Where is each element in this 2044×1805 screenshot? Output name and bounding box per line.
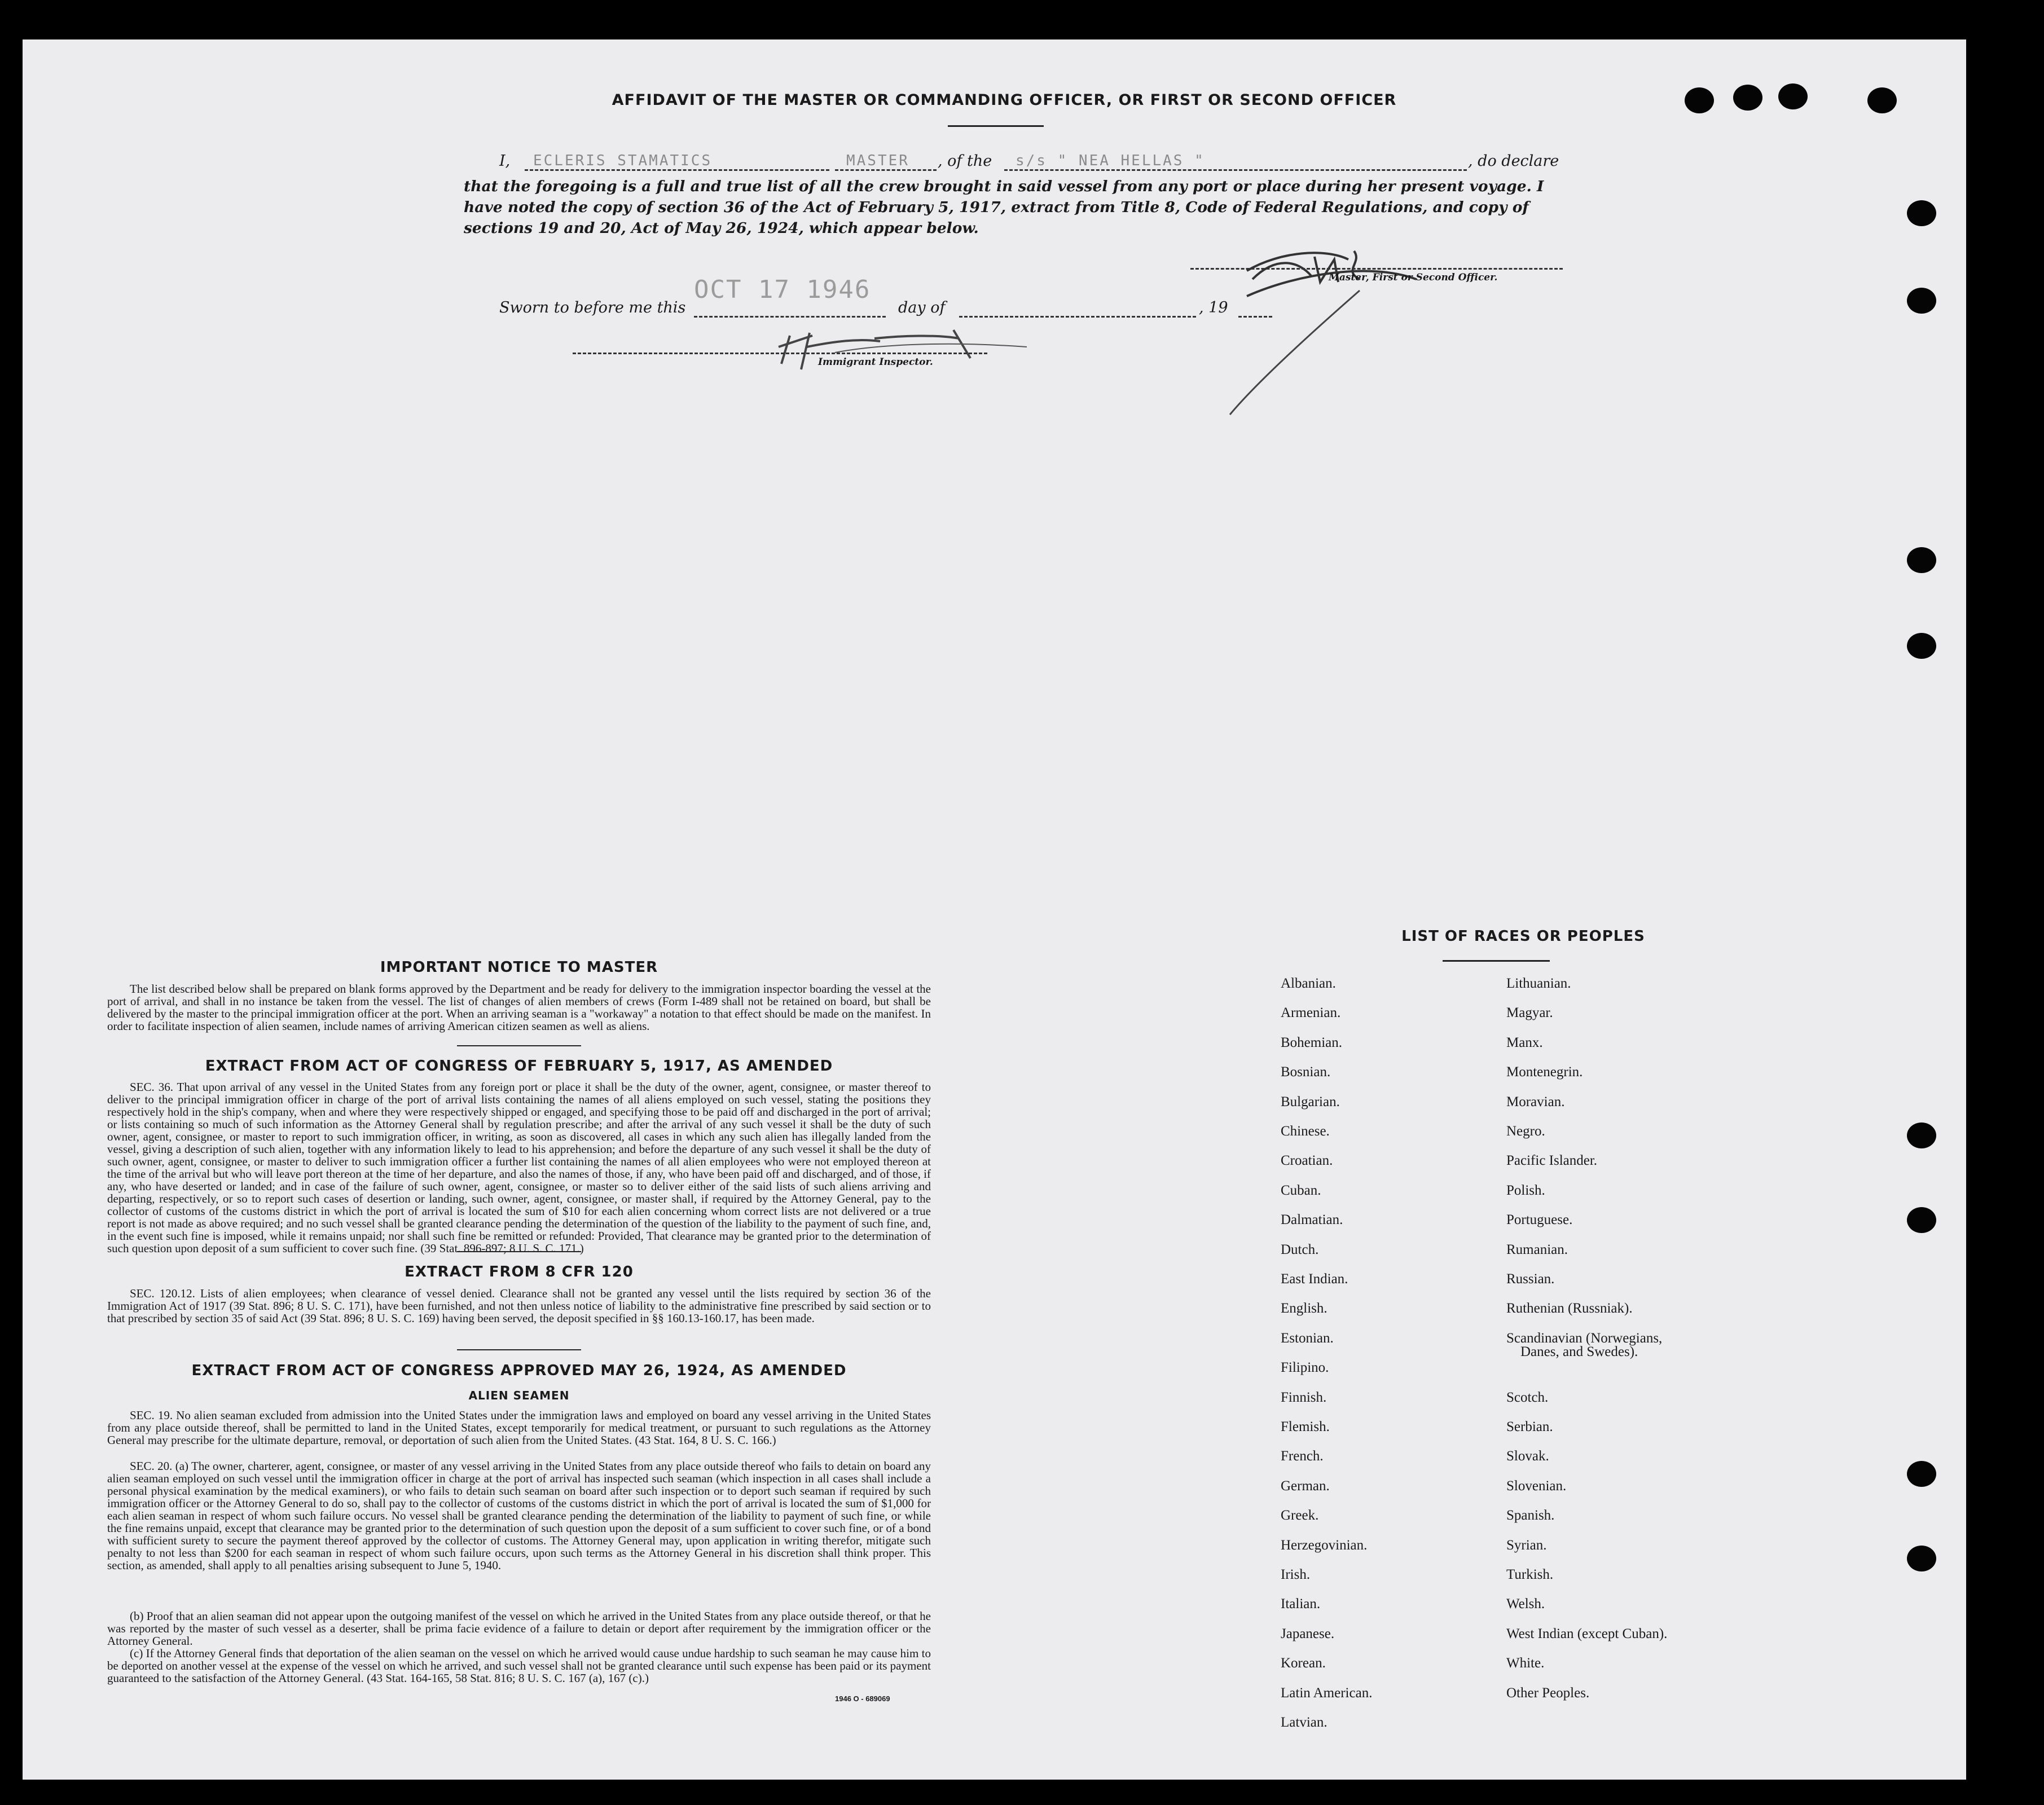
extract-1924-title: EXTRACT FROM ACT OF CONGRESS APPROVED MAY 26, 1924, AS AMENDED [191, 1362, 847, 1379]
divider [457, 1349, 581, 1350]
race-item: Syrian. [1506, 1537, 1547, 1553]
race-item: Croatian. [1281, 1153, 1333, 1169]
punch-hole-icon [1907, 200, 1936, 226]
divider [457, 1045, 581, 1046]
race-item: Montenegrin. [1506, 1064, 1583, 1080]
divider [948, 125, 1044, 127]
vessel-field: s/s " NEA HELLAS " [1016, 152, 1205, 169]
race-item: Portuguese. [1506, 1212, 1573, 1228]
race-item: Albanian. [1281, 976, 1336, 991]
punch-hole-icon [1778, 83, 1808, 109]
race-item: Dutch. [1281, 1242, 1319, 1257]
race-item: Finnish. [1281, 1389, 1327, 1405]
punch-hole-icon [1907, 633, 1936, 659]
race-item: White. [1506, 1656, 1545, 1671]
race-item: Ruthenian (Russniak). [1506, 1301, 1633, 1317]
race-item: Japanese. [1281, 1626, 1335, 1641]
race-item: West Indian (except Cuban). [1506, 1626, 1668, 1641]
race-item: German. [1281, 1478, 1330, 1494]
race-item: East Indian. [1281, 1271, 1348, 1287]
sworn-date-stamp: OCT 17 1946 [694, 275, 871, 304]
master-signature [1213, 217, 1456, 432]
extract-cfr-title: EXTRACT FROM 8 CFR 120 [405, 1264, 634, 1280]
punch-hole-icon [1907, 1122, 1936, 1148]
race-item: Polish. [1506, 1182, 1545, 1198]
divider [1443, 960, 1550, 962]
punch-hole-icon [1867, 87, 1897, 113]
punch-hole-icon [1907, 547, 1936, 573]
rank-field-line [835, 169, 937, 171]
race-item: Negro. [1506, 1124, 1545, 1139]
race-item: Greek. [1281, 1508, 1319, 1524]
race-item: Other Peoples. [1506, 1685, 1590, 1701]
affidavit-title: AFFIDAVIT OF THE MASTER OR COMMANDING OFFICER, OR FIRST OR SECOND OFFICER [612, 91, 1397, 109]
race-item: Welsh. [1506, 1596, 1545, 1612]
race-item: Italian. [1281, 1596, 1321, 1612]
race-item: Bosnian. [1281, 1064, 1331, 1080]
of-the-label: , of the [938, 152, 992, 170]
sec-19-text: SEC. 19. No alien seaman excluded from admission into the United States under the immigration laws and employed on board any vessel arriving in the United States from any place outside thereof, shall be permitted to land in the United States, except temporarily for medical treatment, or pursuant to such regulations as the Attorney General may prescribe for the ultimate departure, removal, or deportation of such alien from the United States. (43 Stat. 164, 8 U. S. C. 166.) [107, 1408, 931, 1447]
day-of-label: day of [898, 299, 946, 316]
extract-1917-title: EXTRACT FROM ACT OF CONGRESS OF FEBRUARY 5, 1917, AS AMENDED [205, 1058, 833, 1075]
race-item: Rumanian. [1506, 1242, 1568, 1257]
race-item: Latvian. [1281, 1715, 1327, 1730]
race-item: French. [1281, 1449, 1324, 1464]
punch-hole-icon [1907, 288, 1936, 314]
race-item: Korean. [1281, 1656, 1326, 1671]
race-item: Armenian. [1281, 1005, 1341, 1021]
vessel-field-line [1004, 169, 1467, 171]
extract-1924-subtitle: ALIEN SEAMEN [468, 1389, 570, 1402]
race-item: Flemish. [1281, 1419, 1330, 1434]
inspector-signature-line [573, 353, 987, 354]
rank-field: MASTER [846, 152, 909, 169]
race-item: Scandinavian (Norwegians, [1506, 1330, 1663, 1346]
sec-20c-text: (c) If the Attorney General finds that deportation of the alien seaman on the vessel on which he arrived would cause undue hardship to such seaman he may cause him to be deported on another vessel at the expense of the vessel on which he arrived, and such vessel shall not be granted clearance until such expense has been paid or its payment guaranteed to the satisfaction of the Attorney General. (43 Stat. 164-165, 58 Stat. 816; 8 U. S. C. 167 (a), 167 (c).) [107, 1646, 931, 1685]
race-item: English. [1281, 1301, 1327, 1317]
race-item: Dalmatian. [1281, 1212, 1343, 1228]
race-item: Herzegovinian. [1281, 1537, 1368, 1553]
race-item: Irish. [1281, 1567, 1311, 1582]
punch-hole-icon [1907, 1546, 1936, 1571]
race-item: Scotch. [1506, 1389, 1549, 1405]
races-title: LIST OF RACES OR PEOPLES [1401, 928, 1645, 945]
year-label: , 19 [1199, 299, 1228, 316]
race-item: Pacific Islander. [1506, 1153, 1598, 1169]
extract-1917-text: SEC. 36. That upon arrival of any vessel in the United States from any foreign port or place it shall be the duty of the owner, agent, consignee, or master thereof to deliver to the principal immigration officer in charge of the port of arrival lists containing the names of all aliens employed on such vessel, stating the positions they respectively hold in the ship's company, when and where they were respectively shipped or engaged, and specifying those to be paid off and discharged in the port of arrival; or lists containing so much of such information as the Attorney General shall by regulation prescribe; and after the arrival of any such vessel it shall be the duty of such owner, agent, consignee, or master to report to such immigration officer, in writing, as soon as discovered, all cases in which any such alien has illegally landed from the vessel, giving a description of such alien, together with any information likely to lead to his apprehension; and before the departure of any such vessel it shall be the duty of such owner, agent, consignee, or master to deliver to such immigration officer a further list containing the names of all alien employees who were not employed thereon at the time of the arrival but who will leave port thereon at the time of her departure, and also the names of those, if any, who have been paid off and discharged, and of those, if any, who have deserted or landed; and in case of the failure of such owner, agent, consignee, or master so to deliver either of the said lists of such aliens arriving and departing, respectively, or so to report such cases of desertion or landing, such owner, agent, consignee, or master shall, if required by the Attorney General, pay to the collector of customs of the customs district in which the port of arrival is located the sum of $10 for each alien concerning whom correct lists are not delivered or a true report is not made as above required; and no such vessel shall be granted clearance pending the determination of the question of the liability to the payment of such fine, and, in the event such fine is imposed, while it remains unpaid; nor shall such fine be remitted or refunded: Provided, That clearance may be granted prior to the determination of such question upon deposit of a sum sufficient to cover such fine. (39 Stat. 896-897; 8 U. S. C. 171.) [107, 1080, 931, 1255]
race-item: Spanish. [1506, 1508, 1555, 1524]
year-line [1238, 316, 1272, 318]
race-item: Cuban. [1281, 1182, 1321, 1198]
race-item: Slovenian. [1506, 1478, 1567, 1494]
punch-hole-icon [1733, 85, 1762, 111]
master-name-field: ECLERIS STAMATICS [533, 152, 713, 169]
race-item: Russian. [1506, 1271, 1555, 1287]
sworn-label: Sworn to before me this [499, 299, 686, 316]
race-item: Estonian. [1281, 1330, 1334, 1346]
name-field-line [525, 169, 829, 171]
notice-title: IMPORTANT NOTICE TO MASTER [380, 959, 658, 976]
race-item: Turkish. [1506, 1567, 1554, 1582]
declaration-i-label: I, [499, 152, 511, 170]
race-item: Lithuanian. [1506, 976, 1571, 991]
race-item: Latin American. [1281, 1685, 1373, 1701]
print-code: 1946 O - 689069 [835, 1694, 890, 1703]
master-signature-caption: Master, First or Second Officer. [1329, 272, 1498, 283]
race-item: Magyar. [1506, 1005, 1553, 1021]
race-item: Manx. [1506, 1034, 1543, 1050]
notice-text: The list described below shall be prepared on blank forms approved by the Department and be ready for delivery to the immigration inspector boarding the vessel at the port of arrival, and shall in no instance be taken from the vessel. The list of changes of alien members of crews (Form I-489 shall not be retained on board, but shall be delivered by the master to the principal immigration officer at the port. When an arriving seaman is a "workaway" a notation to that effect should be made on the manifest. In order to facilitate inspection of alien seamen, include names of arriving American citizen seamen as well as aliens. [107, 982, 931, 1033]
race-item: Danes, and Swedes). [1520, 1344, 1638, 1359]
race-item: Chinese. [1281, 1124, 1330, 1139]
do-declare-label: , do declare [1468, 152, 1559, 170]
divider [457, 1251, 581, 1252]
document-page [23, 39, 1966, 1780]
race-item: Filipino. [1281, 1360, 1329, 1376]
race-item: Moravian. [1506, 1094, 1565, 1110]
punch-hole-icon [1685, 87, 1714, 113]
extract-cfr-text: SEC. 120.12. Lists of alien employees; when clearance of vessel denied. Clearance shall not be granted any vessel until the lists required by section 36 of the Immigration Act of 1917 (39 Stat. 896; 8 U. S. C. 171), have been furnished, and not then unless notice of liability to the administrative fine prescribed by said section or to that prescribed by section 35 of said Act (39 Stat. 896; 8 U. S. C. 169) having been served, the deposit specified in §§ 160.13-160.17, has been made. [107, 1287, 931, 1325]
punch-hole-icon [1907, 1461, 1936, 1487]
punch-hole-icon [1907, 1207, 1936, 1233]
inspector-caption: Immigrant Inspector. [818, 356, 933, 368]
race-item: Serbian. [1506, 1419, 1553, 1434]
declaration-body: that the foregoing is a full and true list of all the crew brought in said vessel from any port or place during her present voyage. I have noted the copy of section 36 of the Act of February 5, 1917, extract from Title 8, Code of Federal Regulations, and copy of sections 19 and 20, Act of May 26, 1924, which appear below. [464, 178, 1544, 237]
race-item: Slovak. [1506, 1449, 1549, 1464]
race-item: Bohemian. [1281, 1034, 1343, 1050]
sec-20a-text: SEC. 20. (a) The owner, charterer, agent, consignee, or master of any vessel arriving in the United States from any place outside thereof who fails to detain on board any alien seaman employed on such vessel until the immigration officer in charge at the port of arrival has inspected such seaman (which inspection in all cases shall include a personal physical examination by the medical examiners), or who fails to detain such seaman on board after such inspection or to deport such seaman if required by such immigration officer or the Attorney General to do so, shall pay to the collector of customs of the customs district in which the port of arrival is located the sum of $1,000 for each alien seaman in respect of whom such failure occurs. No vessel shall be granted clearance pending the determination of the liability to payment of such fine, or while the fine remains unpaid, except that clearance may be granted prior to the determination of such question upon the deposit of a sum sufficient to cover such fine, or of a bond with sufficient surety to secure the payment thereof approved by the collector of customs. The Attorney General may, upon application in writing therefor, mitigate such penalty to not less than $200 for each seaman in respect of whom such failure occurs, upon such terms as the Attorney General in his discretion shall think proper. This section, as amended, shall apply to all penalties arising subsequent to June 5, 1940. [107, 1459, 931, 1572]
sec-20b-text: (b) Proof that an alien seaman did not appear upon the outgoing manifest of the vessel on which he arrived in the United States from any place outside thereof, or that he was reported by the master of such vessel as a deserter, shall be prima facie evidence of a failure to detain or deport after requirement by the immigration officer or the Attorney General. [107, 1609, 931, 1648]
race-item: Bulgarian. [1281, 1094, 1340, 1110]
